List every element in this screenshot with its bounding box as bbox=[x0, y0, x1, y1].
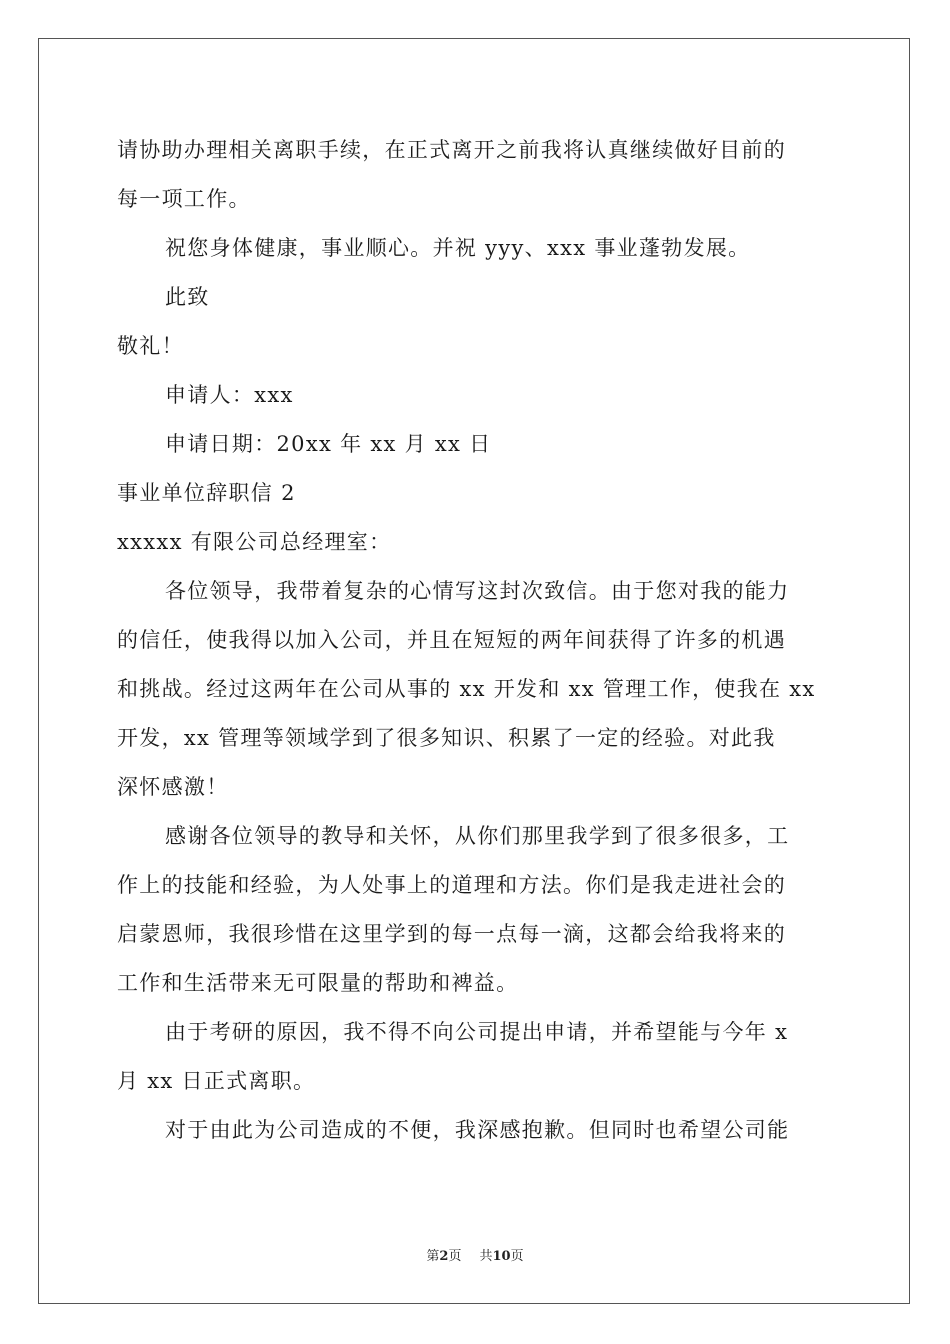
closing-respect: 敬礼！ bbox=[117, 334, 184, 358]
total-suffix: 页 bbox=[510, 1249, 524, 1264]
text-line: 开发，xx 管理等领域学到了很多知识、积累了一定的经验。对此我 bbox=[117, 726, 776, 750]
text-line: 各位领导，我带着复杂的心情写这封次致信。由于您对我的能力 bbox=[165, 579, 790, 603]
page-footer bbox=[0, 1245, 950, 1264]
text-line: 祝您身体健康，事业顺心。并祝 yyy、xxx 事业蓬勃发展。 bbox=[165, 236, 751, 260]
text-line: 的信任，使我得以加入公司，并且在短短的两年间获得了许多的机遇 bbox=[117, 628, 786, 652]
section-title: 事业单位辞职信 2 bbox=[117, 481, 296, 505]
text-line: 启蒙恩师，我很珍惜在这里学到的每一点每一滴，这都会给我将来的 bbox=[117, 922, 786, 946]
recipient-line: xxxxx 有限公司总经理室： bbox=[117, 530, 392, 554]
page-prefix: 第 bbox=[426, 1249, 440, 1264]
text-line: 月 xx 日正式离职。 bbox=[117, 1069, 316, 1093]
text-line: 感谢各位领导的教导和关怀，从你们那里我学到了很多很多，工 bbox=[165, 824, 790, 848]
closing-salutation: 此致 bbox=[165, 285, 210, 309]
total-pages: 10 bbox=[492, 1249, 511, 1264]
text-line: 作上的技能和经验，为人处事上的道理和方法。你们是我走进社会的 bbox=[117, 873, 786, 897]
text-line: 对于由此为公司造成的不便，我深感抱歉。但同时也希望公司能 bbox=[165, 1118, 790, 1142]
page-number: 2 bbox=[439, 1249, 449, 1264]
page-suffix: 页 bbox=[448, 1249, 462, 1264]
document-body bbox=[117, 126, 837, 1155]
text-line: 每一项工作。 bbox=[117, 187, 251, 211]
total-prefix: 共 bbox=[479, 1249, 493, 1264]
text-line: 和挑战。经过这两年在公司从事的 xx 开发和 xx 管理工作，使我在 xx bbox=[117, 677, 816, 701]
text-line: 请协助办理相关离职手续，在正式离开之前我将认真继续做好目前的 bbox=[117, 138, 786, 162]
text-line: 工作和生活带来无可限量的帮助和裨益。 bbox=[117, 971, 519, 995]
applicant-line: 申请人：xxx bbox=[165, 383, 294, 407]
text-line: 深怀感激！ bbox=[117, 775, 229, 799]
text-line: 由于考研的原因，我不得不向公司提出申请，并希望能与今年 x bbox=[165, 1020, 789, 1044]
application-date-line: 申请日期：20xx 年 xx 月 xx 日 bbox=[165, 432, 492, 456]
